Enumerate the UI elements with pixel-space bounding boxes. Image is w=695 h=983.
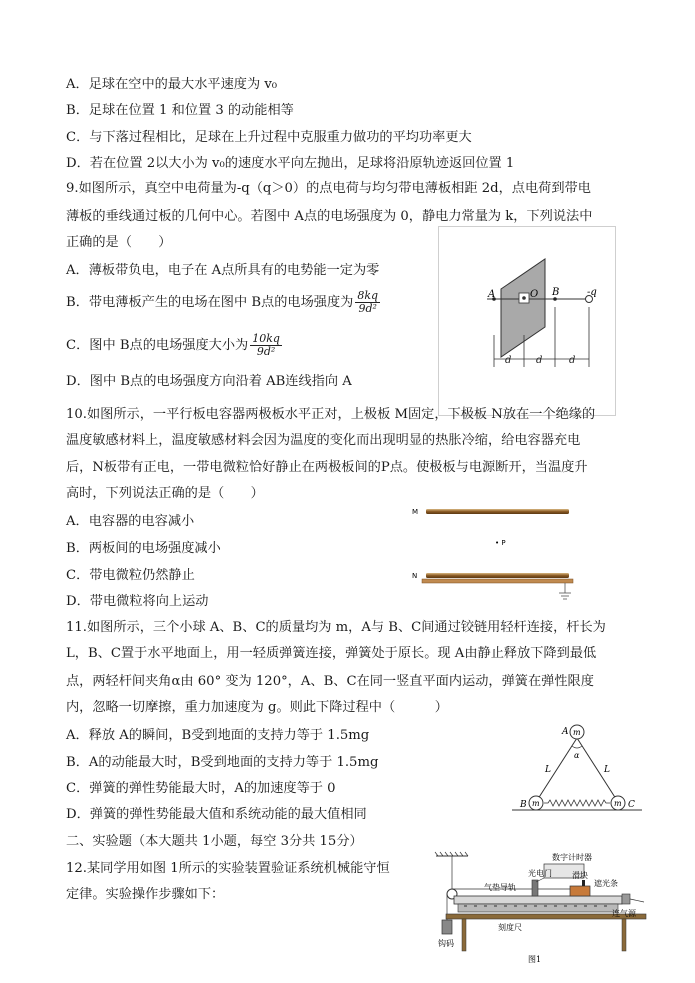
q10-option-a: A．电容器的电容减小	[66, 514, 195, 529]
ball-c-mass: m	[614, 799, 622, 808]
dim-d-3: d	[569, 355, 576, 366]
label-m: M	[412, 508, 419, 516]
q10-stem-line3: 后，N板带有正电，一带电微粒恰好静止在两极板间的P点。使极板与电源断开，当温度升	[66, 460, 588, 475]
q8-option-a: A．足球在空中的最大水平速度为 v₀	[66, 77, 278, 92]
ceiling-hatch	[435, 852, 468, 856]
charged-plate-diagram	[439, 227, 615, 415]
label-hook: 钩码	[438, 939, 454, 948]
label-charge: -q	[587, 287, 597, 298]
q9-option-a: A．薄板带负电，电子在 A点所具有的电势能一定为零	[66, 263, 380, 278]
q10-option-b: B．两板间的电场强度减小	[66, 541, 221, 556]
label-strip: 遮光条	[594, 879, 618, 888]
table-leg-left	[462, 919, 466, 951]
ball-b-mass: m	[532, 799, 540, 808]
label-air: 连气源	[612, 909, 636, 918]
q8-option-c: C．与下落过程相比，足球在上升过程中克服重力做功的平均功率更大	[66, 130, 472, 145]
q9-option-b	[66, 290, 380, 315]
label-slider: 滑块	[572, 871, 588, 880]
table-leg-right	[622, 919, 626, 951]
q11-stem-line1: 11.如图所示，三个小球 A、B、C的质量均为 m，A与 B、C间通过铰链用轻杆连接，杆长为	[66, 620, 606, 635]
spring	[544, 800, 610, 806]
capacitor-diagram	[410, 500, 585, 605]
label-alpha: α	[574, 751, 580, 760]
q10-stem-line2: 温度敏感材料上，温度敏感材料会因为温度的变化而出现明显的热胀冷缩，给电容器充电	[66, 433, 581, 448]
q9-stem-line3: 正确的是（ ）	[66, 235, 172, 250]
fraction-denominator: 9d²	[256, 345, 276, 358]
slider-block	[570, 886, 590, 896]
point-o-dot	[522, 296, 526, 300]
label-rail: 气垫导轨	[484, 883, 516, 892]
q11-stem-line2: L，B、C置于水平地面上，用一轻质弹簧连接，弹簧处于原长。现 A由静止释放下降到最低	[66, 646, 597, 661]
hook-weight	[442, 920, 452, 934]
label-n: N	[412, 572, 418, 580]
q9-figure	[438, 226, 616, 416]
q11-figure	[512, 718, 642, 820]
charged-plate	[501, 259, 545, 357]
q10-stem-line1: 10.如图所示，一平行板电容器两极板水平正对，上极板 M固定，下极板 N放在一个绝缘的	[66, 407, 596, 422]
q11-option-c: C．弹簧的弹性势能最大时，A的加速度等于 0	[66, 781, 336, 796]
label-c: C	[628, 800, 635, 810]
label-gate: 光电门	[528, 869, 552, 878]
q10-figure	[410, 500, 585, 605]
q10-stem-line4: 高时，下列说法正确的是（ ）	[66, 486, 264, 501]
q11-stem-line3: 点，两轻杆间夹角α由 60° 变为 120°，A、B、C在同一竖直平面内运动，弹簧在弹性限度	[66, 674, 594, 689]
label-p: • P	[495, 539, 506, 547]
label-timer: 数字计时器	[552, 853, 592, 862]
label-l-right: L	[604, 765, 610, 775]
rod-ab	[536, 738, 577, 802]
q9-option-b-text: B．带电薄板产生的电场在图中 B点的电场强度为	[66, 295, 354, 310]
q9-option-c-fraction	[250, 333, 282, 358]
q9-stem-line2: 薄板的垂线通过板的几何中心。若图中 A点的电场强度为 0，静电力常量为 k，下列说法中	[66, 209, 593, 224]
section-2-heading: 二、实验题（本大题共 1小题，每空 3分共 15分）	[66, 834, 363, 849]
light-shield	[582, 880, 585, 886]
figure-caption: 图1	[528, 955, 542, 964]
q12-figure	[432, 850, 654, 970]
q10-option-d: D．带电微粒将向上运动	[66, 594, 209, 609]
dim-d-1: d	[505, 355, 512, 366]
dim-d-2: d	[536, 355, 543, 366]
q9-option-d: D．图中 B点的电场强度方向沿着 AB连线指向 A	[66, 374, 352, 389]
q9-option-b-fraction	[355, 290, 380, 315]
q8-option-d: D．若在位置 2以大小为 v₀的速度水平向左抛出，足球将沿原轨迹返回位置 1	[66, 156, 515, 171]
label-b: B	[520, 800, 527, 810]
q8-option-b: B．足球在位置 1 和位置 3 的动能相等	[66, 103, 294, 118]
q11-stem-line4: 内，忽略一切摩擦，重力加速度为 g。则此下降过程中（ ）	[66, 700, 448, 715]
q9-stem-line1: 9.如图所示，真空中电荷量为-q（q＞0）的点电荷与均匀带电薄板相距 2d，点电荷到带电	[66, 181, 591, 196]
label-l-left: L	[545, 765, 551, 775]
temperature-material	[422, 579, 573, 583]
q11-option-a: A．释放 A的瞬间，B受到地面的支持力等于 1.5mg	[66, 728, 370, 743]
q10-option-c: C．带电微粒仍然静止	[66, 568, 195, 583]
photo-gate	[532, 880, 538, 896]
label-b: B	[552, 287, 560, 298]
label-a: A	[562, 727, 569, 737]
plate-n	[426, 573, 569, 578]
q11-option-d: D．弹簧的弹性势能最大值和系统动能的最大值相同	[66, 807, 367, 822]
rod-ac	[577, 738, 618, 802]
label-a: A	[488, 289, 496, 300]
q12-stem-line1: 12.某同学用如图 1所示的实验装置验证系统机械能守恒	[66, 861, 390, 876]
angle-arc	[572, 746, 582, 748]
q11-option-b: B．A的动能最大时，B受到地面的支持力等于 1.5mg	[66, 755, 379, 770]
label-scale: 刻度尺	[498, 923, 522, 932]
ball-a-mass: m	[573, 728, 581, 737]
q12-stem-line2: 定律。实验操作步骤如下：	[66, 887, 225, 902]
fraction-numerator: 10kq	[252, 332, 280, 345]
q9-option-c-text: C．图中 B点的电场强度大小为	[66, 338, 249, 353]
fraction-numerator: 8kq	[357, 289, 379, 302]
balls-rods-spring-diagram	[512, 718, 642, 820]
air-track	[454, 896, 622, 904]
label-o: O	[530, 289, 539, 300]
air-track-diagram	[432, 850, 654, 970]
plate-m	[426, 509, 569, 514]
track-base	[458, 904, 618, 912]
fraction-denominator: 9d²	[358, 302, 377, 315]
air-hose	[630, 899, 644, 902]
air-inlet	[622, 894, 630, 904]
q9-option-c	[66, 333, 282, 358]
